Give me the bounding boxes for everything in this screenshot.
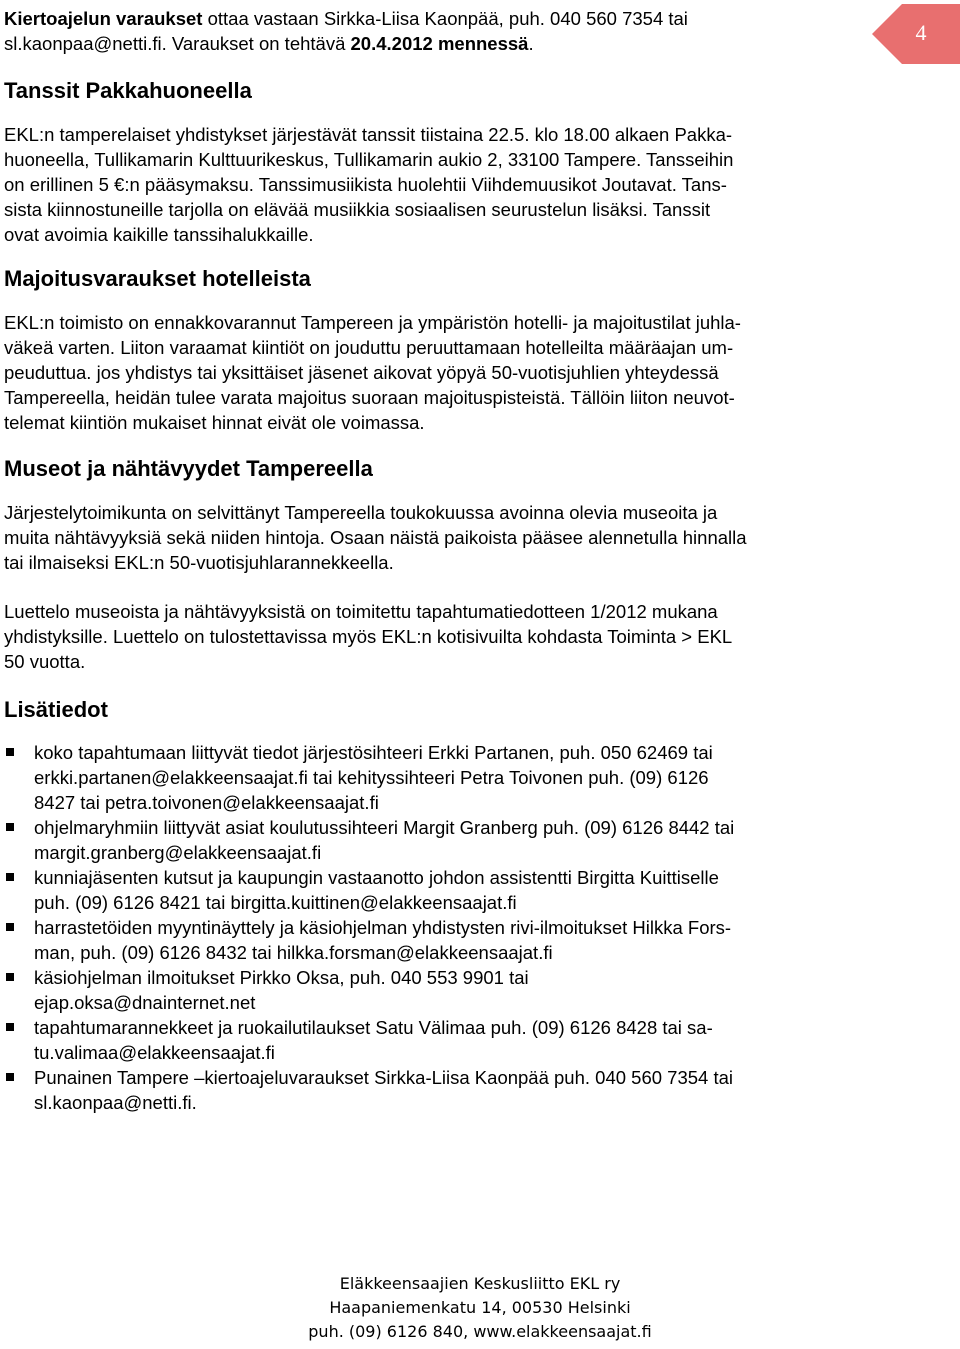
intro-text-1: ottaa vastaan Sirkka-Liisa Kaonpää, puh. 040 560 7354 tai [202, 8, 688, 29]
text-line: ohjelmaryhmiin liittyvät asiat koulutussihteeri Margit Granberg puh. (09) 6126 8442 tai [34, 817, 735, 838]
list-item [4, 865, 870, 915]
text-line: erkki.partanen@elakkeensaajat.fi tai kehityssihteeri Petra Toivonen puh. (09) 6126 [34, 767, 709, 788]
section-hotels [4, 265, 870, 435]
text-line: ovat avoimia kaikille tanssihalukkaille. [4, 224, 314, 245]
square-bullet-icon [6, 748, 14, 756]
hotels-paragraph [4, 310, 870, 435]
section-heading-hotels: Majoitusvaraukset hotelleista [4, 266, 311, 291]
section-heading-dance: Tanssit Pakkahuoneella [4, 78, 252, 103]
text-line: peuduttua. jos yhdistys tai yksittäiset jäsenet aikovat yöpyä 50-vuotisjuhlien yhteydessä [4, 362, 719, 383]
text-line: EKL:n toimisto on ennakkovarannut Tampereen ja ympäristön hotelli- ja majoitustilat juhla- [4, 312, 741, 333]
square-bullet-icon [6, 923, 14, 931]
text-line: väkeä varten. Liiton varaamat kiintiöt on jouduttu peruuttamaan hotelleilta määräajan um- [4, 337, 734, 358]
text-line: telemat kiintiön mukaiset hinnat eivät ole voimassa. [4, 412, 425, 433]
text-line: 50 vuotta. [4, 651, 86, 672]
text-line: sl.kaonpaa@netti.fi. [34, 1092, 197, 1113]
museums-paragraph-2 [4, 599, 870, 674]
list-item [4, 965, 870, 1015]
text-line: Luettelo museoista ja nähtävyyksistä on toimitettu tapahtumatiedotteen 1/2012 mukana [4, 601, 718, 622]
text-line: tu.valimaa@elakkeensaajat.fi [34, 1042, 275, 1063]
text-line: kunniajäsenten kutsut ja kaupungin vastaanotto johdon assistentti Birgitta Kuittiselle [34, 867, 719, 888]
text-line: tapahtumarannekkeet ja ruokailutilaukset Satu Välimaa puh. (09) 6126 8428 tai sa- [34, 1017, 713, 1038]
intro-text-3: . [528, 33, 534, 54]
text-line: sista kiinnostuneille tarjolla on elävää musiikkia sosiaalisen seurustelun lisäksi. Tanssit [4, 199, 711, 220]
section-dance [4, 77, 870, 247]
intro-deadline: 20.4.2012 mennessä [350, 33, 529, 54]
museums-paragraph-1 [4, 500, 870, 575]
list-item [4, 1065, 870, 1115]
document-body [4, 6, 870, 1115]
footer-address: Haapaniemenkatu 14, 00530 Helsinki [329, 1298, 631, 1317]
text-line: koko tapahtumaan liittyvät tiedot järjestösihteeri Erkki Partanen, puh. 050 62469 tai [34, 742, 713, 763]
text-line: ejap.oksa@dnainternet.net [34, 992, 256, 1013]
square-bullet-icon [6, 1073, 14, 1081]
text-line: tai ilmaiseksi EKL:n 50-vuotisjuhlarannekkeella. [4, 552, 394, 573]
text-line: puh. (09) 6126 8421 tai birgitta.kuittinen@elakkeensaajat.fi [34, 892, 517, 913]
dance-paragraph [4, 122, 870, 247]
list-item [4, 1015, 870, 1065]
page-number: 4 [915, 20, 927, 45]
square-bullet-icon [6, 973, 14, 981]
section-museums [4, 455, 870, 674]
contact-list [4, 740, 870, 1115]
list-item [4, 915, 870, 965]
square-bullet-icon [6, 873, 14, 881]
intro-paragraph [4, 6, 870, 56]
section-heading-info: Lisätiedot [4, 697, 108, 722]
text-line: Järjestelytoimikunta on selvittänyt Tampereella toukokuussa avoinna olevia museoita ja [4, 502, 718, 523]
text-line: margit.granberg@elakkeensaajat.fi [34, 842, 322, 863]
footer-contact: puh. (09) 6126 840, www.elakkeensaajat.fi [308, 1322, 652, 1341]
text-line: Tampereella, heidän tulee varata majoitus suoraan majoituspisteistä. Tällöin liiton neuvot- [4, 387, 735, 408]
text-line: käsiohjelman ilmoitukset Pirkko Oksa, puh. 040 553 9901 tai [34, 967, 529, 988]
list-item [4, 815, 870, 865]
footer-organization: Eläkkeensaajien Keskusliitto EKL ry [339, 1274, 621, 1293]
page-footer [0, 1272, 960, 1344]
text-line: EKL:n tamperelaiset yhdistykset järjestävät tanssit tiistaina 22.5. klo 18.00 alkaen Pakka- [4, 124, 733, 145]
text-line: huoneella, Tullikamarin Kulttuurikeskus, Tullikamarin aukio 2, 33100 Tampere. Tansseihin [4, 149, 734, 170]
text-line: 8427 tai petra.toivonen@elakkeensaajat.fi [34, 792, 379, 813]
square-bullet-icon [6, 1023, 14, 1031]
section-contact-info [4, 696, 870, 1115]
text-line: Punainen Tampere –kiertoajeluvaraukset Sirkka-Liisa Kaonpää puh. 040 560 7354 tai [34, 1067, 734, 1088]
list-item [4, 740, 870, 815]
square-bullet-icon [6, 823, 14, 831]
text-line: on erillinen 5 €:n pääsymaksu. Tanssimusiikista huolehtii Viihdemuusikot Joutavat. Tans- [4, 174, 727, 195]
text-line: muita nähtävyyksiä sekä niiden hintoja. Osaan näistä paikoista pääsee alennetulla hinnalla [4, 527, 747, 548]
text-line: man, puh. (09) 6126 8432 tai hilkka.forsman@elakkeensaajat.fi [34, 942, 553, 963]
intro-bold-title: Kiertoajelun varaukset [4, 8, 203, 29]
section-heading-museums: Museot ja nähtävyydet Tampereella [4, 456, 373, 481]
intro-text-2: sl.kaonpaa@netti.fi. Varaukset on tehtävä [4, 33, 351, 54]
text-line: harrastetöiden myyntinäyttely ja käsiohjelman yhdistysten rivi-ilmoitukset Hilkka Fors- [34, 917, 732, 938]
text-line: yhdistyksille. Luettelo on tulostettavissa myös EKL:n kotisivuilta kohdasta Toiminta > EKL [4, 626, 733, 647]
